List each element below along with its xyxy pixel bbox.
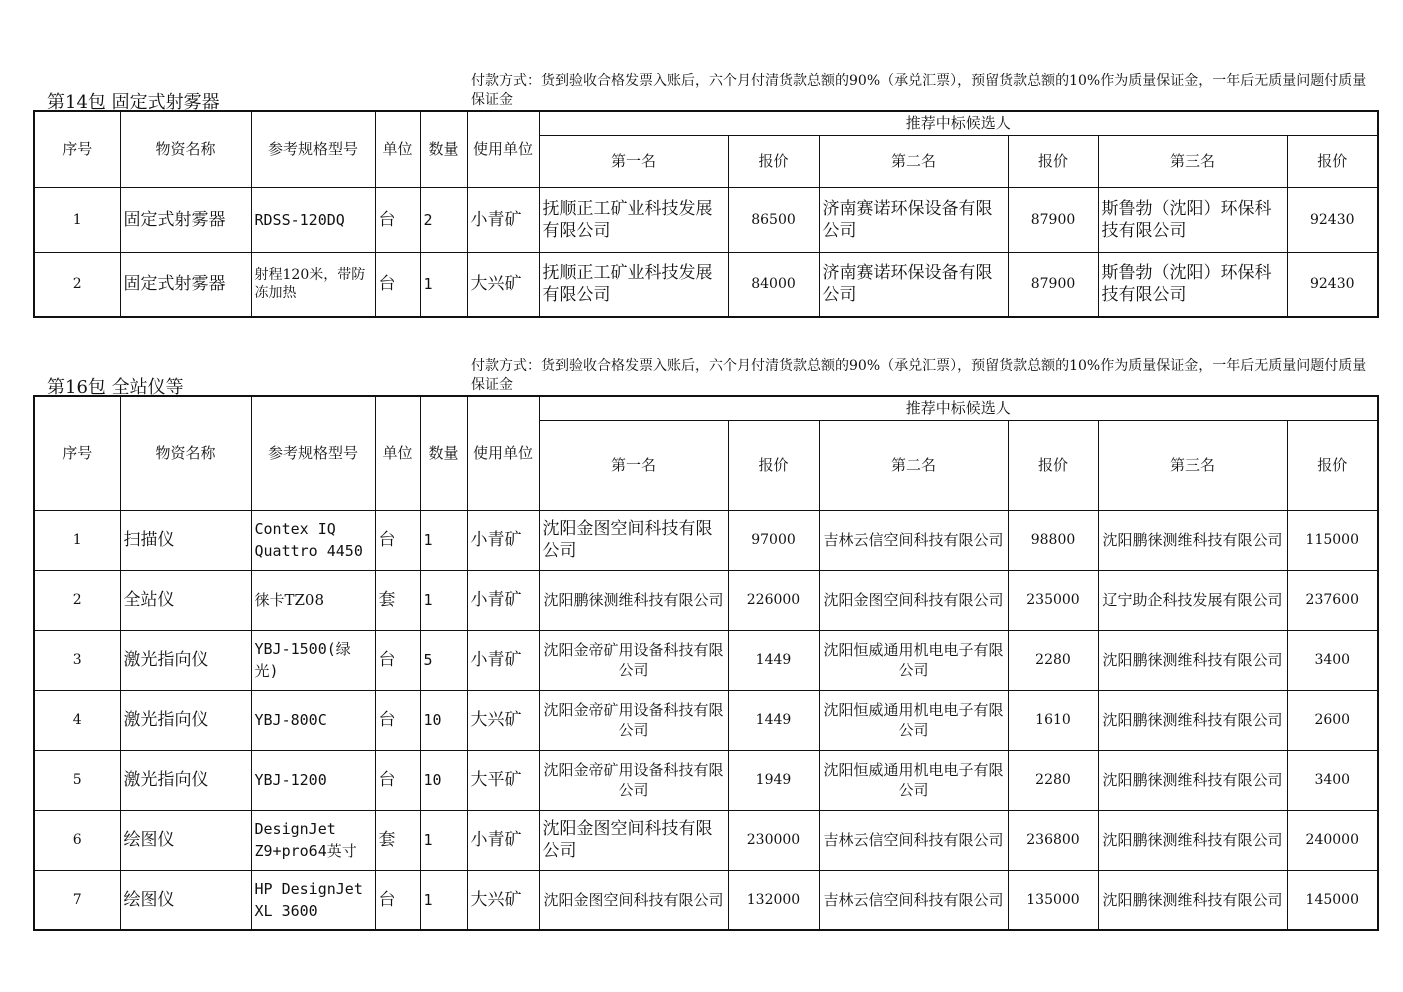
cell-price: 237600 xyxy=(1287,570,1378,630)
cell-price: 3400 xyxy=(1287,630,1378,690)
table-row xyxy=(34,187,1378,252)
cell-seq: 2 xyxy=(34,252,120,317)
cell-spec: 射程120米，带防冻加热 xyxy=(251,252,375,317)
header-qty: 数量 xyxy=(420,396,467,510)
header-price: 报价 xyxy=(1287,135,1378,187)
cell-seq: 4 xyxy=(34,690,120,750)
cell-qty: 1 xyxy=(420,570,467,630)
table-row xyxy=(34,630,1378,690)
cell-seq: 6 xyxy=(34,810,120,870)
cell-price: 1949 xyxy=(728,750,819,810)
cell-spec: 徕卡TZ08 xyxy=(251,570,375,630)
cell-user: 小青矿 xyxy=(467,630,539,690)
payment-terms: 付款方式：货到验收合格发票入账后，六个月付清货款总额的90%（承兑汇票），预留货款总额的10%作为质量保证金，一年后无质量问题付质量保证金 xyxy=(471,358,1367,393)
cell-user: 大平矿 xyxy=(467,750,539,810)
cell-user: 大兴矿 xyxy=(467,870,539,930)
cell-user: 小青矿 xyxy=(467,810,539,870)
cell-qty: 5 xyxy=(420,630,467,690)
cell-price: 92430 xyxy=(1287,252,1378,317)
cell-first: 沈阳金图空间科技有限公司 xyxy=(539,870,728,930)
cell-name: 绘图仪 xyxy=(120,870,251,930)
cell-name: 激光指向仪 xyxy=(120,690,251,750)
cell-price: 2280 xyxy=(1008,630,1098,690)
cell-qty: 1 xyxy=(420,510,467,570)
cell-name: 绘图仪 xyxy=(120,810,251,870)
header-unit: 单位 xyxy=(375,111,420,187)
header-first: 第一名 xyxy=(539,420,728,510)
cell-third: 沈阳鹏徕测维科技有限公司 xyxy=(1098,870,1287,930)
cell-price: 230000 xyxy=(728,810,819,870)
cell-price: 97000 xyxy=(728,510,819,570)
cell-seq: 2 xyxy=(34,570,120,630)
header-price: 报价 xyxy=(1008,135,1098,187)
cell-price: 2600 xyxy=(1287,690,1378,750)
cell-first: 沈阳金帝矿用设备科技有限公司 xyxy=(539,750,728,810)
cell-unit: 台 xyxy=(375,750,420,810)
cell-second: 沈阳金图空间科技有限公司 xyxy=(819,570,1008,630)
cell-price: 98800 xyxy=(1008,510,1098,570)
cell-spec: YBJ-1500(绿光) xyxy=(251,630,375,690)
header-price: 报价 xyxy=(1008,420,1098,510)
bid-table xyxy=(33,110,1379,318)
cell-price: 84000 xyxy=(728,252,819,317)
cell-third: 沈阳鹏徕测维科技有限公司 xyxy=(1098,810,1287,870)
cell-qty: 10 xyxy=(420,750,467,810)
cell-spec: DesignJet Z9+pro64英寸 xyxy=(251,810,375,870)
cell-unit: 台 xyxy=(375,187,420,252)
header-user: 使用单位 xyxy=(467,111,539,187)
package-section xyxy=(33,355,1377,935)
header-price: 报价 xyxy=(728,420,819,510)
header-name: 物资名称 xyxy=(120,396,251,510)
cell-third: 斯鲁勃（沈阳）环保科技有限公司 xyxy=(1098,187,1287,252)
cell-third: 沈阳鹏徕测维科技有限公司 xyxy=(1098,510,1287,570)
table-row xyxy=(34,690,1378,750)
header-recommend: 推荐中标候选人 xyxy=(539,111,1378,135)
header-qty: 数量 xyxy=(420,111,467,187)
cell-seq: 7 xyxy=(34,870,120,930)
bid-table xyxy=(33,395,1379,931)
cell-name: 扫描仪 xyxy=(120,510,251,570)
cell-spec: RDSS-120DQ xyxy=(251,187,375,252)
cell-name: 激光指向仪 xyxy=(120,630,251,690)
cell-price: 240000 xyxy=(1287,810,1378,870)
cell-seq: 1 xyxy=(34,510,120,570)
cell-seq: 1 xyxy=(34,187,120,252)
cell-spec: YBJ-800C xyxy=(251,690,375,750)
cell-qty: 1 xyxy=(420,252,467,317)
table-row xyxy=(34,570,1378,630)
cell-name: 固定式射雾器 xyxy=(120,252,251,317)
cell-price: 1610 xyxy=(1008,690,1098,750)
cell-user: 大兴矿 xyxy=(467,252,539,317)
table-row xyxy=(34,252,1378,317)
cell-unit: 台 xyxy=(375,690,420,750)
cell-first: 抚顺正工矿业科技发展有限公司 xyxy=(539,187,728,252)
header-user: 使用单位 xyxy=(467,396,539,510)
cell-price: 115000 xyxy=(1287,510,1378,570)
cell-first: 沈阳金图空间科技有限公司 xyxy=(539,810,728,870)
cell-third: 沈阳鹏徕测维科技有限公司 xyxy=(1098,690,1287,750)
cell-first: 沈阳金帝矿用设备科技有限公司 xyxy=(539,630,728,690)
cell-name: 固定式射雾器 xyxy=(120,187,251,252)
cell-spec: YBJ-1200 xyxy=(251,750,375,810)
header-seq: 序号 xyxy=(34,111,120,187)
cell-qty: 1 xyxy=(420,870,467,930)
cell-price: 135000 xyxy=(1008,870,1098,930)
cell-name: 全站仪 xyxy=(120,570,251,630)
header-second: 第二名 xyxy=(819,420,1008,510)
cell-first: 沈阳金帝矿用设备科技有限公司 xyxy=(539,690,728,750)
cell-price: 3400 xyxy=(1287,750,1378,810)
cell-second: 济南赛诺环保设备有限公司 xyxy=(819,252,1008,317)
header-recommend: 推荐中标候选人 xyxy=(539,396,1378,420)
cell-second: 沈阳恒威通用机电电子有限公司 xyxy=(819,690,1008,750)
header-third: 第三名 xyxy=(1098,420,1287,510)
payment-terms: 付款方式：货到验收合格发票入账后，六个月付清货款总额的90%（承兑汇票），预留货款总额的10%作为质量保证金，一年后无质量问题付质量保证金 xyxy=(471,73,1367,108)
cell-price: 132000 xyxy=(728,870,819,930)
cell-unit: 套 xyxy=(375,570,420,630)
header-unit: 单位 xyxy=(375,396,420,510)
table-row xyxy=(34,750,1378,810)
package-title: 第14包 固定式射雾器 xyxy=(47,92,220,113)
cell-second: 济南赛诺环保设备有限公司 xyxy=(819,187,1008,252)
cell-qty: 1 xyxy=(420,810,467,870)
cell-price: 87900 xyxy=(1008,252,1098,317)
cell-qty: 10 xyxy=(420,690,467,750)
cell-third: 沈阳鹏徕测维科技有限公司 xyxy=(1098,630,1287,690)
cell-user: 小青矿 xyxy=(467,187,539,252)
cell-third: 沈阳鹏徕测维科技有限公司 xyxy=(1098,750,1287,810)
header-third: 第三名 xyxy=(1098,135,1287,187)
cell-price: 226000 xyxy=(728,570,819,630)
cell-price: 145000 xyxy=(1287,870,1378,930)
table-row xyxy=(34,810,1378,870)
cell-second: 吉林云信空间科技有限公司 xyxy=(819,810,1008,870)
header-name: 物资名称 xyxy=(120,111,251,187)
cell-unit: 台 xyxy=(375,630,420,690)
cell-unit: 台 xyxy=(375,870,420,930)
cell-unit: 套 xyxy=(375,810,420,870)
cell-seq: 5 xyxy=(34,750,120,810)
cell-spec: HP DesignJet XL 3600 xyxy=(251,870,375,930)
cell-price: 92430 xyxy=(1287,187,1378,252)
cell-third: 辽宁助企科技发展有限公司 xyxy=(1098,570,1287,630)
cell-price: 87900 xyxy=(1008,187,1098,252)
header-price: 报价 xyxy=(728,135,819,187)
cell-name: 激光指向仪 xyxy=(120,750,251,810)
cell-user: 小青矿 xyxy=(467,570,539,630)
cell-unit: 台 xyxy=(375,252,420,317)
cell-user: 大兴矿 xyxy=(467,690,539,750)
cell-price: 236800 xyxy=(1008,810,1098,870)
cell-price: 1449 xyxy=(728,690,819,750)
cell-price: 1449 xyxy=(728,630,819,690)
cell-qty: 2 xyxy=(420,187,467,252)
table-row xyxy=(34,870,1378,930)
cell-seq: 3 xyxy=(34,630,120,690)
table-row xyxy=(34,510,1378,570)
package-section xyxy=(33,70,1377,322)
cell-user: 小青矿 xyxy=(467,510,539,570)
header-second: 第二名 xyxy=(819,135,1008,187)
cell-price: 86500 xyxy=(728,187,819,252)
cell-third: 斯鲁勃（沈阳）环保科技有限公司 xyxy=(1098,252,1287,317)
cell-price: 2280 xyxy=(1008,750,1098,810)
header-seq: 序号 xyxy=(34,396,120,510)
header-spec: 参考规格型号 xyxy=(251,111,375,187)
header-first: 第一名 xyxy=(539,135,728,187)
header-price: 报价 xyxy=(1287,420,1378,510)
cell-first: 沈阳鹏徕测维科技有限公司 xyxy=(539,570,728,630)
header-spec: 参考规格型号 xyxy=(251,396,375,510)
cell-spec: Contex IQ Quattro 4450 xyxy=(251,510,375,570)
cell-unit: 台 xyxy=(375,510,420,570)
cell-second: 吉林云信空间科技有限公司 xyxy=(819,510,1008,570)
package-title: 第16包 全站仪等 xyxy=(47,377,184,398)
cell-first: 沈阳金图空间科技有限公司 xyxy=(539,510,728,570)
cell-second: 沈阳恒威通用机电电子有限公司 xyxy=(819,750,1008,810)
cell-price: 235000 xyxy=(1008,570,1098,630)
cell-second: 吉林云信空间科技有限公司 xyxy=(819,870,1008,930)
cell-first: 抚顺正工矿业科技发展有限公司 xyxy=(539,252,728,317)
cell-second: 沈阳恒威通用机电电子有限公司 xyxy=(819,630,1008,690)
